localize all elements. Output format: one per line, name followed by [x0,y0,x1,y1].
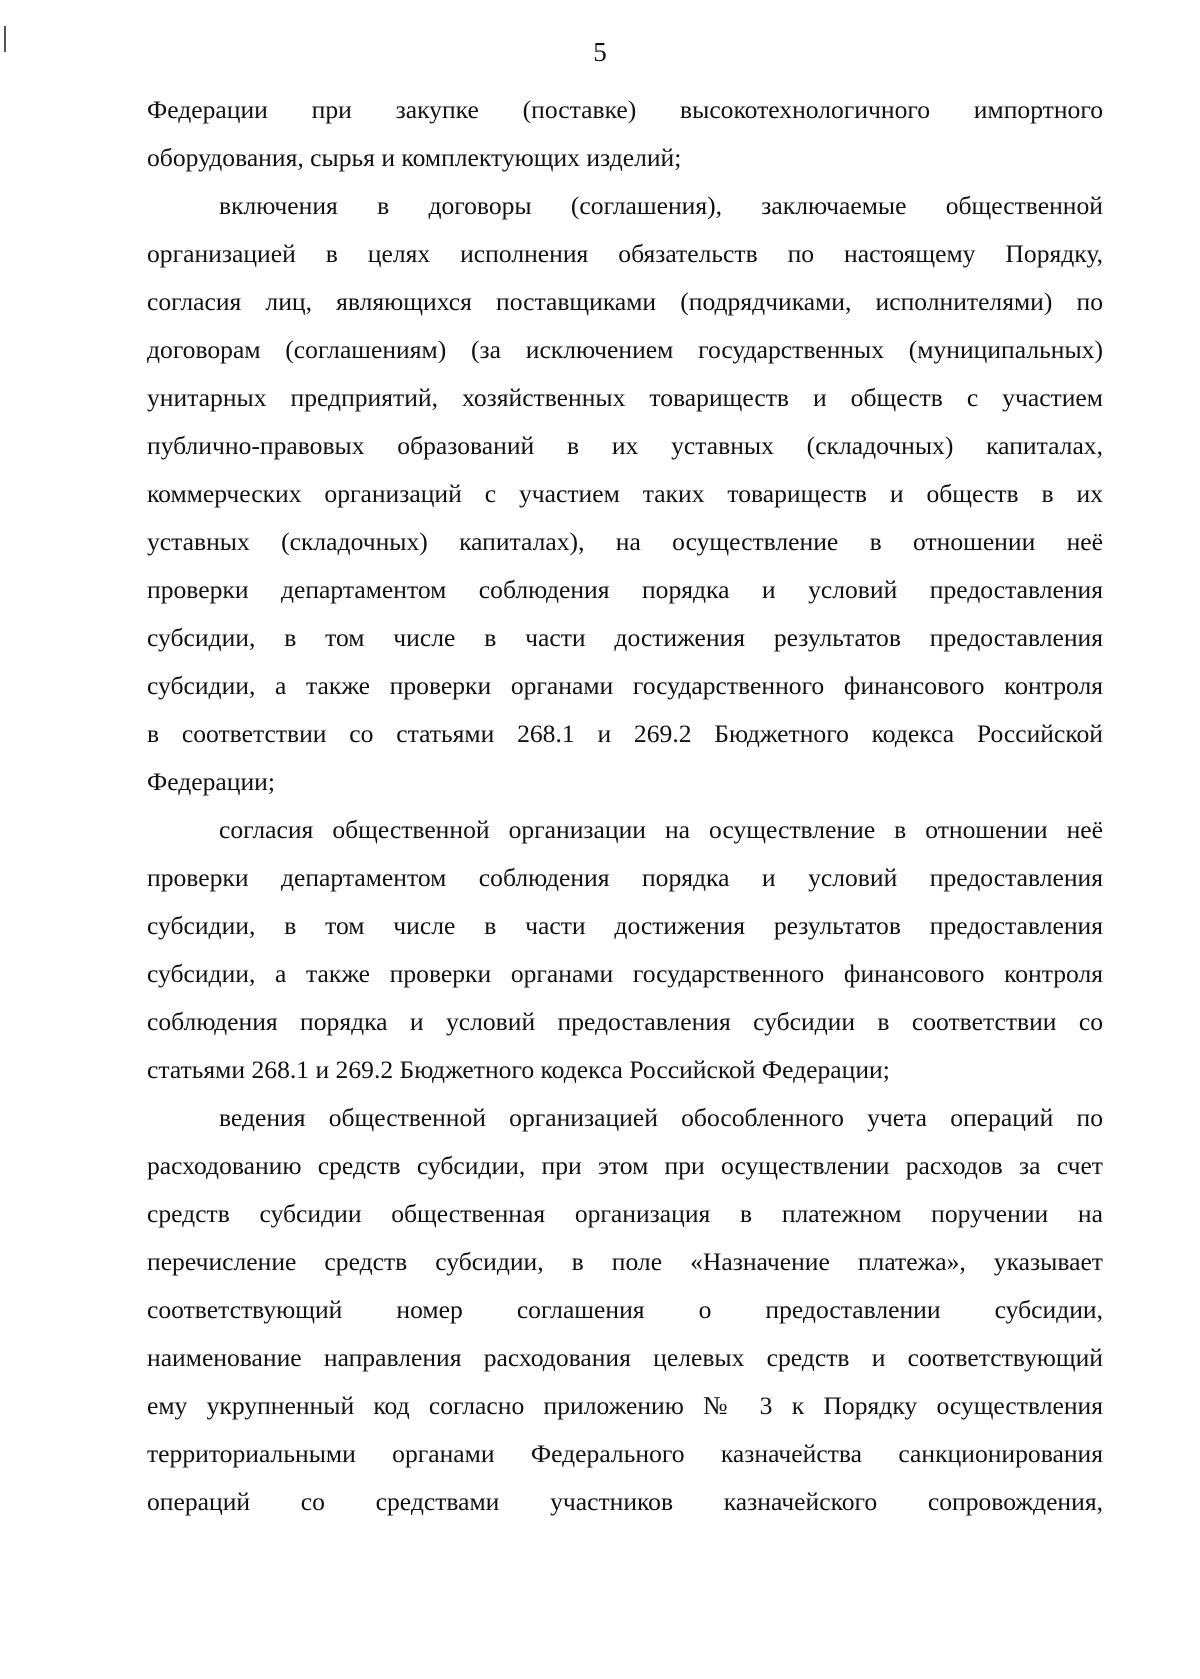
text-line: средств субсидии общественная организация в платежном поручении на [147,1199,1103,1228]
text-line: субсидии, а также проверки органами государственного финансового контроля [147,959,1103,988]
text-line: перечисление средств субсидии, в поле «Назначение платежа», указывает [147,1247,1103,1276]
text-line: расходованию средств субсидии, при этом при осуществлении расходов за счет [147,1151,1103,1180]
text-line: оборудования, сырья и комплектующих изделий; [147,143,682,172]
text-line: субсидии, в том числе в части достижения результатов предоставления [147,911,1103,940]
text-line: статьями 268.1 и 269.2 Бюджетного кодекса Российской Федерации; [147,1055,890,1084]
text-line: проверки департаментом соблюдения порядка и условий предоставления [147,575,1103,604]
text-line: территориальными органами Федерального казначейства санкционирования [147,1439,1103,1468]
paragraph [147,86,1103,182]
text-line: публично-правовых образований в их уставных (складочных) капиталах, [147,431,1103,460]
text-line: уставных (складочных) капиталах), на осуществление в отношении неё [147,527,1103,556]
document-body [147,86,1103,1526]
text-line: операций со средствами участников казначейского сопровождения, [147,1487,1103,1516]
text-line: согласия общественной организации на осуществление в отношении неё [219,815,1103,844]
text-line: Федерации при закупке (поставке) высокотехнологичного импортного [147,95,1103,124]
paragraph [147,182,1103,806]
text-line: ведения общественной организацией обособленного учета операций по [219,1103,1103,1132]
text-line: Федерации; [147,767,275,796]
text-line: соответствующий номер соглашения о предоставлении субсидии, [147,1295,1103,1324]
text-line: включения в договоры (соглашения), заключаемые общественной [219,191,1103,220]
paragraph [147,806,1103,1094]
text-line: в соответствии со статьями 268.1 и 269.2 Бюджетного кодекса Российской [147,719,1103,748]
text-line: соблюдения порядка и условий предоставления субсидии в соответствии со [147,1007,1103,1036]
text-line: согласия лиц, являющихся поставщиками (подрядчиками, исполнителями) по [147,287,1103,316]
paragraph [147,1094,1103,1526]
text-line: коммерческих организаций с участием таких товариществ и обществ в их [147,479,1103,508]
text-line: субсидии, в том числе в части достижения результатов предоставления [147,623,1103,652]
text-line: организацией в целях исполнения обязательств по настоящему Порядку, [147,239,1103,268]
text-line: наименование направления расходования целевых средств и соответствующий [147,1343,1103,1372]
text-line: унитарных предприятий, хозяйственных товариществ и обществ с участием [147,383,1103,412]
text-line: субсидии, а также проверки органами государственного финансового контроля [147,671,1103,700]
text-line: договорам (соглашениям) (за исключением государственных (муниципальных) [147,335,1103,364]
page-number: 5 [593,37,607,67]
text-line: ему укрупненный код согласно приложению № 3 к Порядку осуществления [147,1391,1103,1420]
text-line: проверки департаментом соблюдения порядка и условий предоставления [147,863,1103,892]
